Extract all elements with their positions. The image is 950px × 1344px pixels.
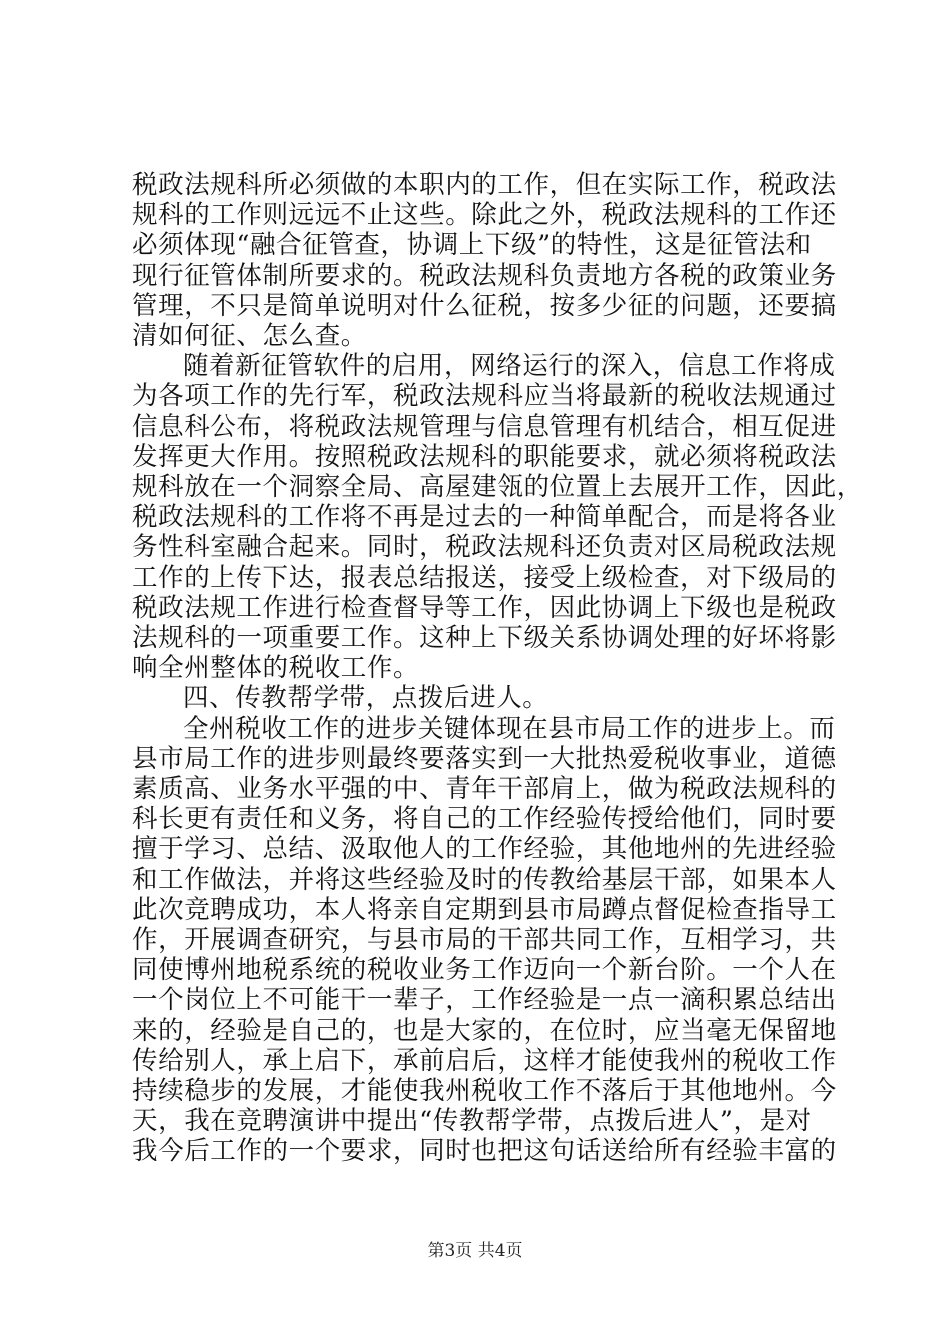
text-line: 持续稳步的发展，才能使我州税收工作不落后于其他地州。今 — [132, 1076, 837, 1106]
paragraph-start-line: 全州税收工作的进步关键体现在县市局工作的进步上。而 — [183, 713, 836, 744]
text-line: 为各项工作的先行军，税政法规科应当将最新的税收法规通过 — [132, 381, 837, 412]
text-line: 响全州整体的税收工作。 — [132, 653, 420, 684]
text-line: 工作的上传下达，报表总结报送，接受上级检查，对下级局的 — [132, 562, 837, 593]
text-line: 必须体现“融合征管查，协调上下级”的特性，这是征管法和 — [132, 230, 812, 261]
text-line: 清如何征、怎么查。 — [132, 321, 367, 351]
text-line: 规科放在一个洞察全局、高屋建瓴的位置上去展开工作，因此， — [132, 472, 863, 502]
text-line: 一个岗位上不可能干一辈子，工作经验是一点一滴积累总结出 — [132, 985, 837, 1016]
text-line: 作，开展调查研究，与县市局的干部共同工作，互相学习，共 — [132, 925, 837, 955]
text-line: 税政法规科所必须做的本职内的工作，但在实际工作，税政法 — [132, 170, 837, 200]
text-line: 现行征管体制所要求的。税政法规科负责地方各税的政策业务 — [132, 260, 837, 291]
text-line: 此次竞聘成功，本人将亲自定期到县市局蹲点督促检查指导工 — [132, 894, 837, 925]
text-line: 素质高、业务水平强的中、青年干部肩上，做为税政法规科的 — [132, 774, 837, 804]
text-line: 县市局工作的进步则最终要落实到一大批热爱税收事业，道德 — [132, 743, 837, 774]
text-line: 科长更有责任和义务，将自己的工作经验传授给他们，同时要 — [132, 804, 837, 835]
text-line: 天，我在竞聘演讲中提出“传教帮学带，点拨后进人”，是对 — [132, 1106, 812, 1137]
text-line: 擅于学习、总结、汲取他人的工作经验，其他地州的先进经验 — [132, 834, 837, 865]
text-line: 我今后工作的一个要求，同时也把这句话送给所有经验丰富的 — [132, 1136, 837, 1167]
section-heading: 四、传教帮学带，点拨后进人。 — [183, 683, 549, 714]
text-line: 税政法规工作进行检查督导等工作，因此协调上下级也是税政 — [132, 592, 837, 623]
paragraph-start-line: 随着新征管软件的启用，网络运行的深入，信息工作将成 — [183, 351, 836, 382]
text-line: 信息科公布，将税政法规管理与信息管理有机结合，相互促进 — [132, 411, 837, 442]
text-line: 法规科的一项重要工作。这种上下级关系协调处理的好坏将影 — [132, 623, 837, 653]
text-line: 来的，经验是自己的，也是大家的，在位时，应当毫无保留地 — [132, 1015, 837, 1046]
text-line: 传给别人，承上启下，承前启后，这样才能使我州的税收工作 — [132, 1045, 837, 1076]
text-line: 务性科室融合起来。同时，税政法规科还负责对区局税政法规 — [132, 532, 837, 563]
text-line: 同使博州地税系统的税收业务工作迈向一个新台阶。一个人在 — [132, 955, 837, 986]
text-line: 税政法规科的工作将不再是过去的一种简单配合，而是将各业 — [132, 502, 837, 533]
page-number-footer: 第3页 共4页 — [427, 1241, 523, 1261]
text-line: 管理，不只是简单说明对什么征税，按多少征的问题，还要搞 — [132, 290, 837, 321]
text-line: 规科的工作则远远不止这些。除此之外，税政法规科的工作还 — [132, 200, 837, 231]
text-line: 发挥更大作用。按照税政法规科的职能要求，就必须将税政法 — [132, 441, 837, 472]
text-line: 和工作做法，并将这些经验及时的传教给基层干部，如果本人 — [132, 864, 837, 895]
